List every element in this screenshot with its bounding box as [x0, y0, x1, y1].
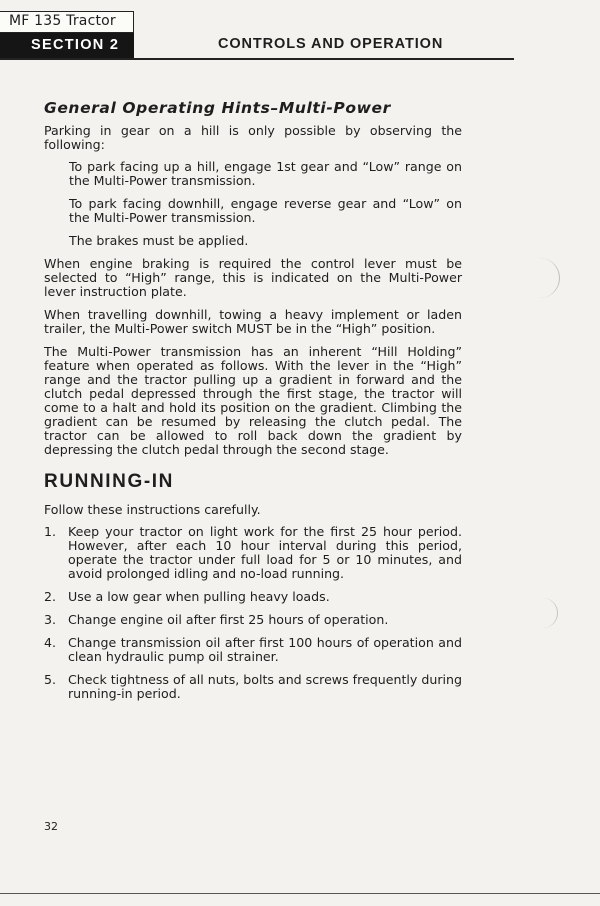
list-item-text: Change transmission oil after first 100 hours of operation and clean hydraulic pump oil strainer. — [68, 635, 462, 664]
section-label: SECTION 2 — [31, 37, 120, 53]
model-label: MF 135 Tractor — [9, 13, 116, 29]
list-item-text: Change engine oil after first 25 hours of operation. — [68, 612, 389, 627]
hint-hill-holding: The Multi-Power transmission has an inherent “Hill Holding” feature when operated as follows. With the lever in the “High” range and the tractor pulling up a gradient in forward and the clutch pedal depressed through the first stage, the tractor will come to a halt and hold its position on the gradient. Climbing the gradient can be resumed by releasing the clutch pedal. The tractor can be allowed to roll back down the gradient by depressing the clutch pedal through the second stage. — [44, 344, 462, 457]
list-item — [44, 590, 462, 604]
list-item — [44, 525, 462, 581]
list-item — [44, 613, 462, 627]
hint-downhill: To park facing downhill, engage reverse gear and “Low” on the Multi-Power transmission. — [69, 196, 462, 225]
hint-travelling: When travelling downhill, towing a heavy implement or laden trailer, the Multi-Power switch MUST be in the “High” position. — [44, 307, 462, 336]
binding-hole-mark — [533, 598, 558, 628]
hint-engine-braking: When engine braking is required the control lever must be selected to “High” range, this is indicated on the Multi-Power lever instruction plate. — [44, 256, 462, 299]
list-item — [44, 636, 462, 664]
model-tag — [0, 11, 134, 33]
list-item-number: 5. — [44, 672, 57, 687]
hint-brakes: The brakes must be applied. — [69, 233, 249, 248]
running-in-list — [44, 525, 462, 701]
page-title: CONTROLS AND OPERATION — [218, 36, 444, 52]
list-item-number: 1. — [44, 524, 57, 539]
section-tag — [0, 33, 134, 58]
page-edge-line — [0, 893, 600, 894]
list-item-text: Use a low gear when pulling heavy loads. — [68, 589, 330, 604]
list-item-text: Keep your tractor on light work for the first 25 hour period. However, after each 10 hour interval during this period, operate the tractor under full load for 5 or 10 minutes, and avoid prolonged idling and no-load running. — [68, 524, 462, 581]
list-item-number: 4. — [44, 635, 57, 650]
binding-hole-mark — [533, 258, 560, 298]
list-item — [44, 673, 462, 701]
list-item-text: Check tightness of all nuts, bolts and screws frequently during running-in period. — [68, 672, 462, 701]
hint-uphill: To park facing up a hill, engage 1st gear and “Low” range on the Multi-Power transmission. — [69, 159, 462, 188]
list-item-number: 2. — [44, 589, 57, 604]
list-item-number: 3. — [44, 612, 57, 627]
hints-intro: Parking in gear on a hill is only possible by observing the following: — [44, 123, 462, 152]
running-in-intro: Follow these instructions carefully. — [44, 502, 261, 517]
hints-heading: General Operating Hints–Multi-Power — [44, 99, 391, 117]
page-number: 32 — [44, 820, 58, 833]
running-in-heading: RUNNING-IN — [44, 471, 174, 492]
header-divider — [0, 58, 514, 60]
page-body — [44, 98, 462, 710]
